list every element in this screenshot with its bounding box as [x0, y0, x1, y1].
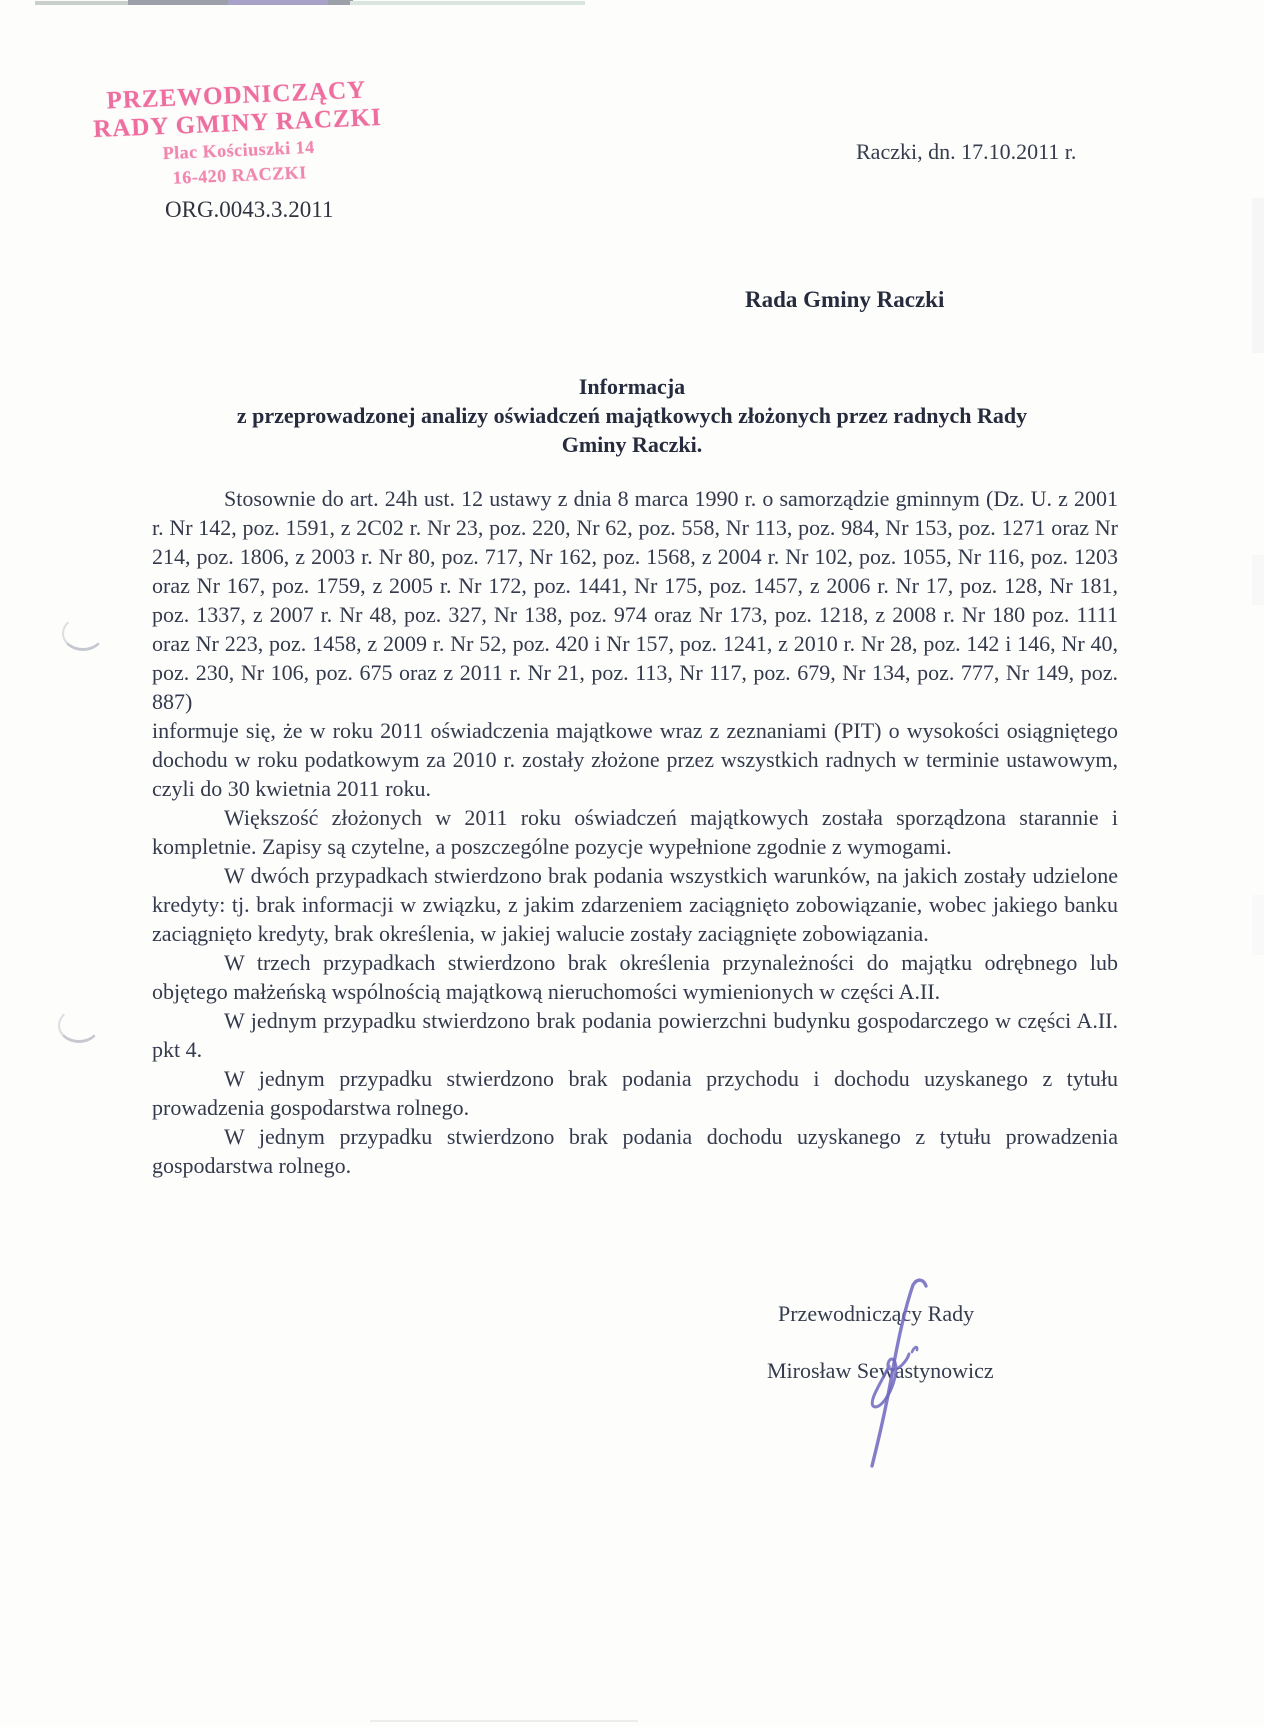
- body-paragraph: informuje się, że w roku 2011 oświadczenia majątkowe wraz z zeznaniami (PIT) o wysokości osiągniętego dochodu w roku podatkowym za 2010 r. zostały złożone przez wszystkich radnych w terminie ustawowym, czyli do 30 kwietnia 2011 roku.: [152, 718, 1118, 801]
- sender-stamp: [90, 76, 386, 194]
- title-line-1: Informacja: [578, 374, 686, 399]
- stamp-line-office: RADY GMINY RACZKI: [92, 103, 383, 144]
- body-paragraph: W jednym przypadku stwierdzono brak podania dochodu uzyskanego z tytułu prowadzenia gospodarstwa rolnego.: [152, 1124, 1118, 1178]
- body-paragraph: W trzech przypadkach stwierdzono brak określenia przynależności do majątku odrębnego lub objętego małżeńską wspólnością majątkową nieruchomości wymienionych w części A.II.: [152, 950, 1118, 1004]
- scan-artifact-top-edge: [0, 0, 1264, 8]
- reference-number: ORG.0043.3.2011: [165, 197, 334, 222]
- scan-artifact-bottom-edge: [370, 1720, 638, 1722]
- body-paragraph: Większość złożonych w 2011 roku oświadczeń majątkowych została sporządzona starannie i kompletnie. Zapisy są czytelne, a poszczególne pozycje wypełnione zgodnie z wymogami.: [152, 805, 1118, 859]
- scan-artifact-arc: [58, 1008, 100, 1043]
- scan-artifact-arc: [62, 616, 104, 651]
- stamp-line-city: 16-420 RACZKI: [172, 162, 308, 188]
- letter-body: [152, 484, 1118, 1180]
- signoff-name: Mirosław Sewastynowicz: [767, 1358, 994, 1383]
- body-paragraph: W dwóch przypadkach stwierdzono brak podania wszystkich warunków, na jakich zostały udzielone kredyty: tj. brak informacji w związku, z jakim zdarzeniem zaciągnięto zobowiązanie, wobec jakiego banku zaciągnięto kredyty, brak określenia, w jakiej walucie zostały zaciągnięte zobowiązania.: [152, 863, 1118, 946]
- signoff-role: Przewodniczący Rady: [778, 1301, 975, 1326]
- addressee: Rada Gminy Raczki: [745, 287, 945, 312]
- body-paragraph: W jednym przypadku stwierdzono brak podania powierzchni budynku gospodarczego w części A.II. pkt 4.: [152, 1008, 1118, 1062]
- stamp-line-role: PRZEWODNICZĄCY: [105, 76, 367, 115]
- title-line-3: Gminy Raczki.: [561, 432, 703, 457]
- document-title: [0, 372, 1264, 459]
- date-line: Raczki, dn. 17.10.2011 r.: [856, 139, 1077, 164]
- title-line-2: z przeprowadzonej analizy oświadczeń majątkowych złożonych przez radnych Rady: [236, 403, 1028, 428]
- body-paragraph: W jednym przypadku stwierdzono brak podania przychodu i dochodu uzyskanego z tytułu prowadzenia gospodarstwa rolnego.: [152, 1066, 1118, 1120]
- stamp-line-street: Plac Kościuszki 14: [162, 136, 315, 164]
- body-paragraph: Stosownie do art. 24h ust. 12 ustawy z dnia 8 marca 1990 r. o samorządzie gminnym (Dz. U. z 2001 r. Nr 142, poz. 1591, z 2C02 r. Nr 23, poz. 220, Nr 62, poz. 558, Nr 113, poz. 984, Nr 153, poz. 1271 oraz Nr 214, poz. 1806, z 2003 r. Nr 80, poz. 717, Nr 162, poz. 1568, z 2004 r. Nr 102, poz. 1055, Nr 116, poz. 1203 oraz Nr 167, poz. 1759, z 2005 r. Nr 172, poz. 1441, Nr 175, poz. 1457, z 2006 r. Nr 17, poz. 128, Nr 181, poz. 1337, z 2007 r. Nr 48, poz. 327, Nr 138, poz. 974 oraz Nr 173, poz. 1218, z 2008 r. Nr 180 poz. 1111 oraz Nr 223, poz. 1458, z 2009 r. Nr 52, poz. 420 i Nr 157, poz. 1241, z 2010 r. Nr 28, poz. 142 i 146, Nr 40, poz. 230, Nr 106, poz. 675 oraz z 2011 r. Nr 21, poz. 113, Nr 117, poz. 679, Nr 134, poz. 777, Nr 149, poz. 887): [152, 486, 1118, 714]
- scan-artifact-right-edge: [1252, 0, 1264, 1727]
